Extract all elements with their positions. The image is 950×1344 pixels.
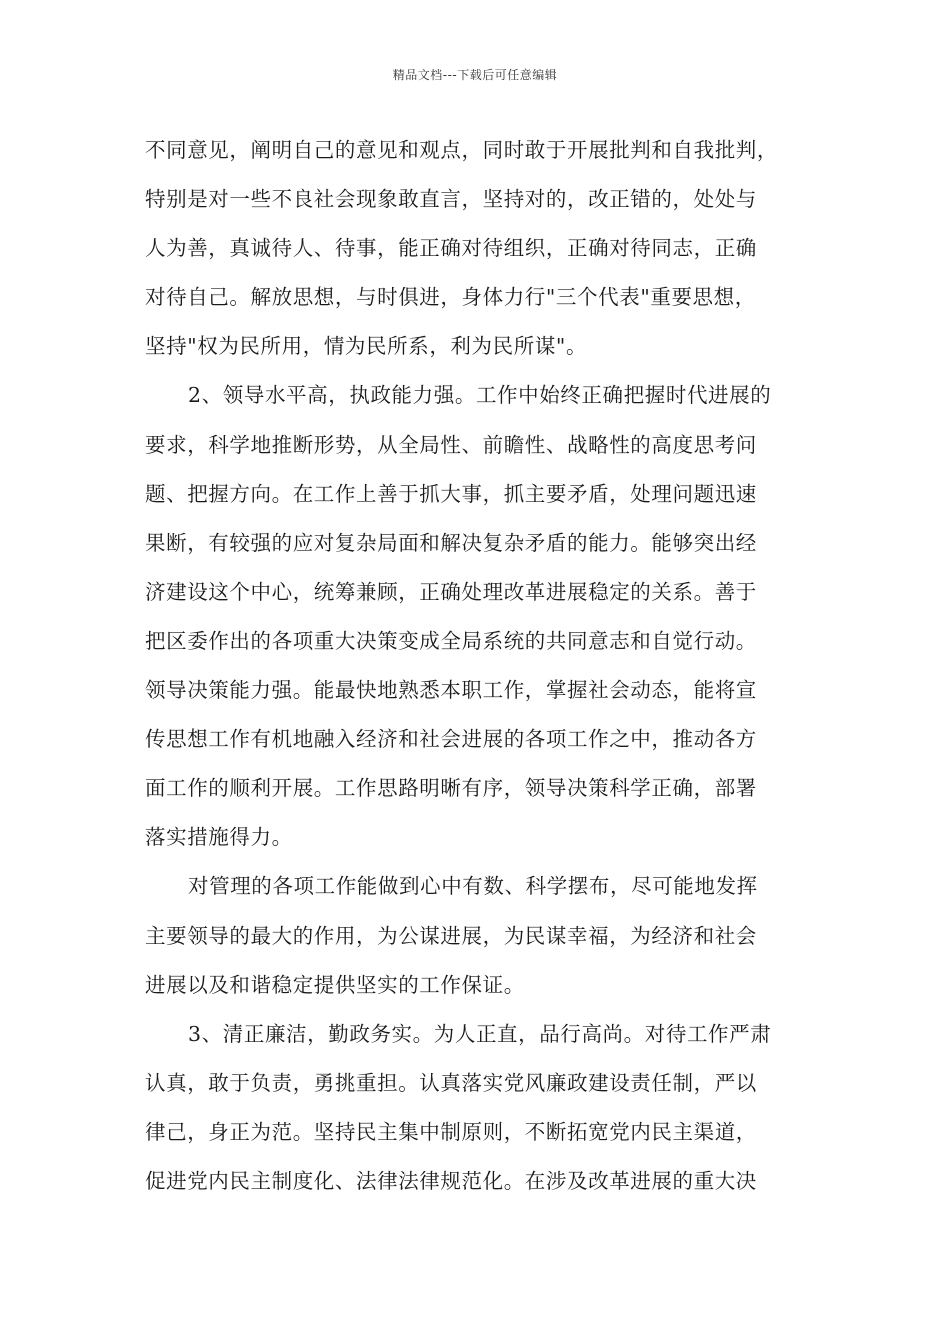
page-header: 精品文档---下载后可任意编辑 <box>392 68 558 82</box>
text-line: 落实措施得力。 <box>145 825 293 850</box>
text-line: 要求，科学地推断形势，从全局性、前瞻性、战略性的高度思考问 <box>145 432 757 457</box>
document-body <box>145 126 815 1206</box>
text-line: 坚持"权为民所用，情为民所系，利为民所谋"。 <box>145 334 588 359</box>
text-line: 促进党内民主制度化、法律法律规范化。在涉及改革进展的重大决 <box>145 1168 757 1193</box>
text-line: 把区委作出的各项重大决策变成全局系统的共同意志和自觉行动。 <box>145 628 757 653</box>
text-line: 对待自己。解放思想，与时俱进，身体力行"三个代表"重要思想， <box>145 285 756 310</box>
text-line: 济建设这个中心，统筹兼顾，正确处理改革进展稳定的关系。善于 <box>145 579 757 604</box>
text-line: 主要领导的最大的作用，为公谋进展，为民谋幸福，为经济和社会 <box>145 923 757 948</box>
text-line: 不同意见，阐明自己的意见和观点，同时敢于开展批判和自我批判， <box>145 138 778 162</box>
text-line: 领导决策能力强。能最快地熟悉本职工作，掌握社会动态，能将宣 <box>145 678 757 703</box>
text-line: 律己，身正为范。坚持民主集中制原则，不断拓宽党内民主渠道， <box>145 1119 757 1144</box>
text-line: 3、清正廉洁，勤政务实。为人正直，品行高尚。对待工作严肃 <box>188 1021 772 1046</box>
text-line: 认真，敢于负责，勇挑重担。认真落实党风廉政建设责任制，严以 <box>145 1070 757 1095</box>
text-line: 2、领导水平高，执政能力强。工作中始终正确把握时代进展的 <box>188 383 772 408</box>
text-line: 题、把握方向。在工作上善于抓大事，抓主要矛盾，处理问题迅速 <box>145 481 757 506</box>
text-line: 果断，有较强的应对复杂局面和解决复杂矛盾的能力。能够突出经 <box>145 530 757 555</box>
text-line: 人为善，真诚待人、待事，能正确对待组织，正确对待同志，正确 <box>145 236 757 261</box>
text-line: 进展以及和谐稳定提供坚实的工作保证。 <box>145 972 525 997</box>
text-line: 传思想工作有机地融入经济和社会进展的各项工作之中，推动各方 <box>145 727 757 752</box>
text-line: 对管理的各项工作能做到心中有数、科学摆布，尽可能地发挥 <box>188 874 758 899</box>
text-line: 面工作的顺利开展。工作思路明晰有序，领导决策科学正确，部署 <box>145 776 757 801</box>
text-line: 特别是对一些不良社会现象敢直言，坚持对的，改正错的，处处与 <box>145 187 757 212</box>
